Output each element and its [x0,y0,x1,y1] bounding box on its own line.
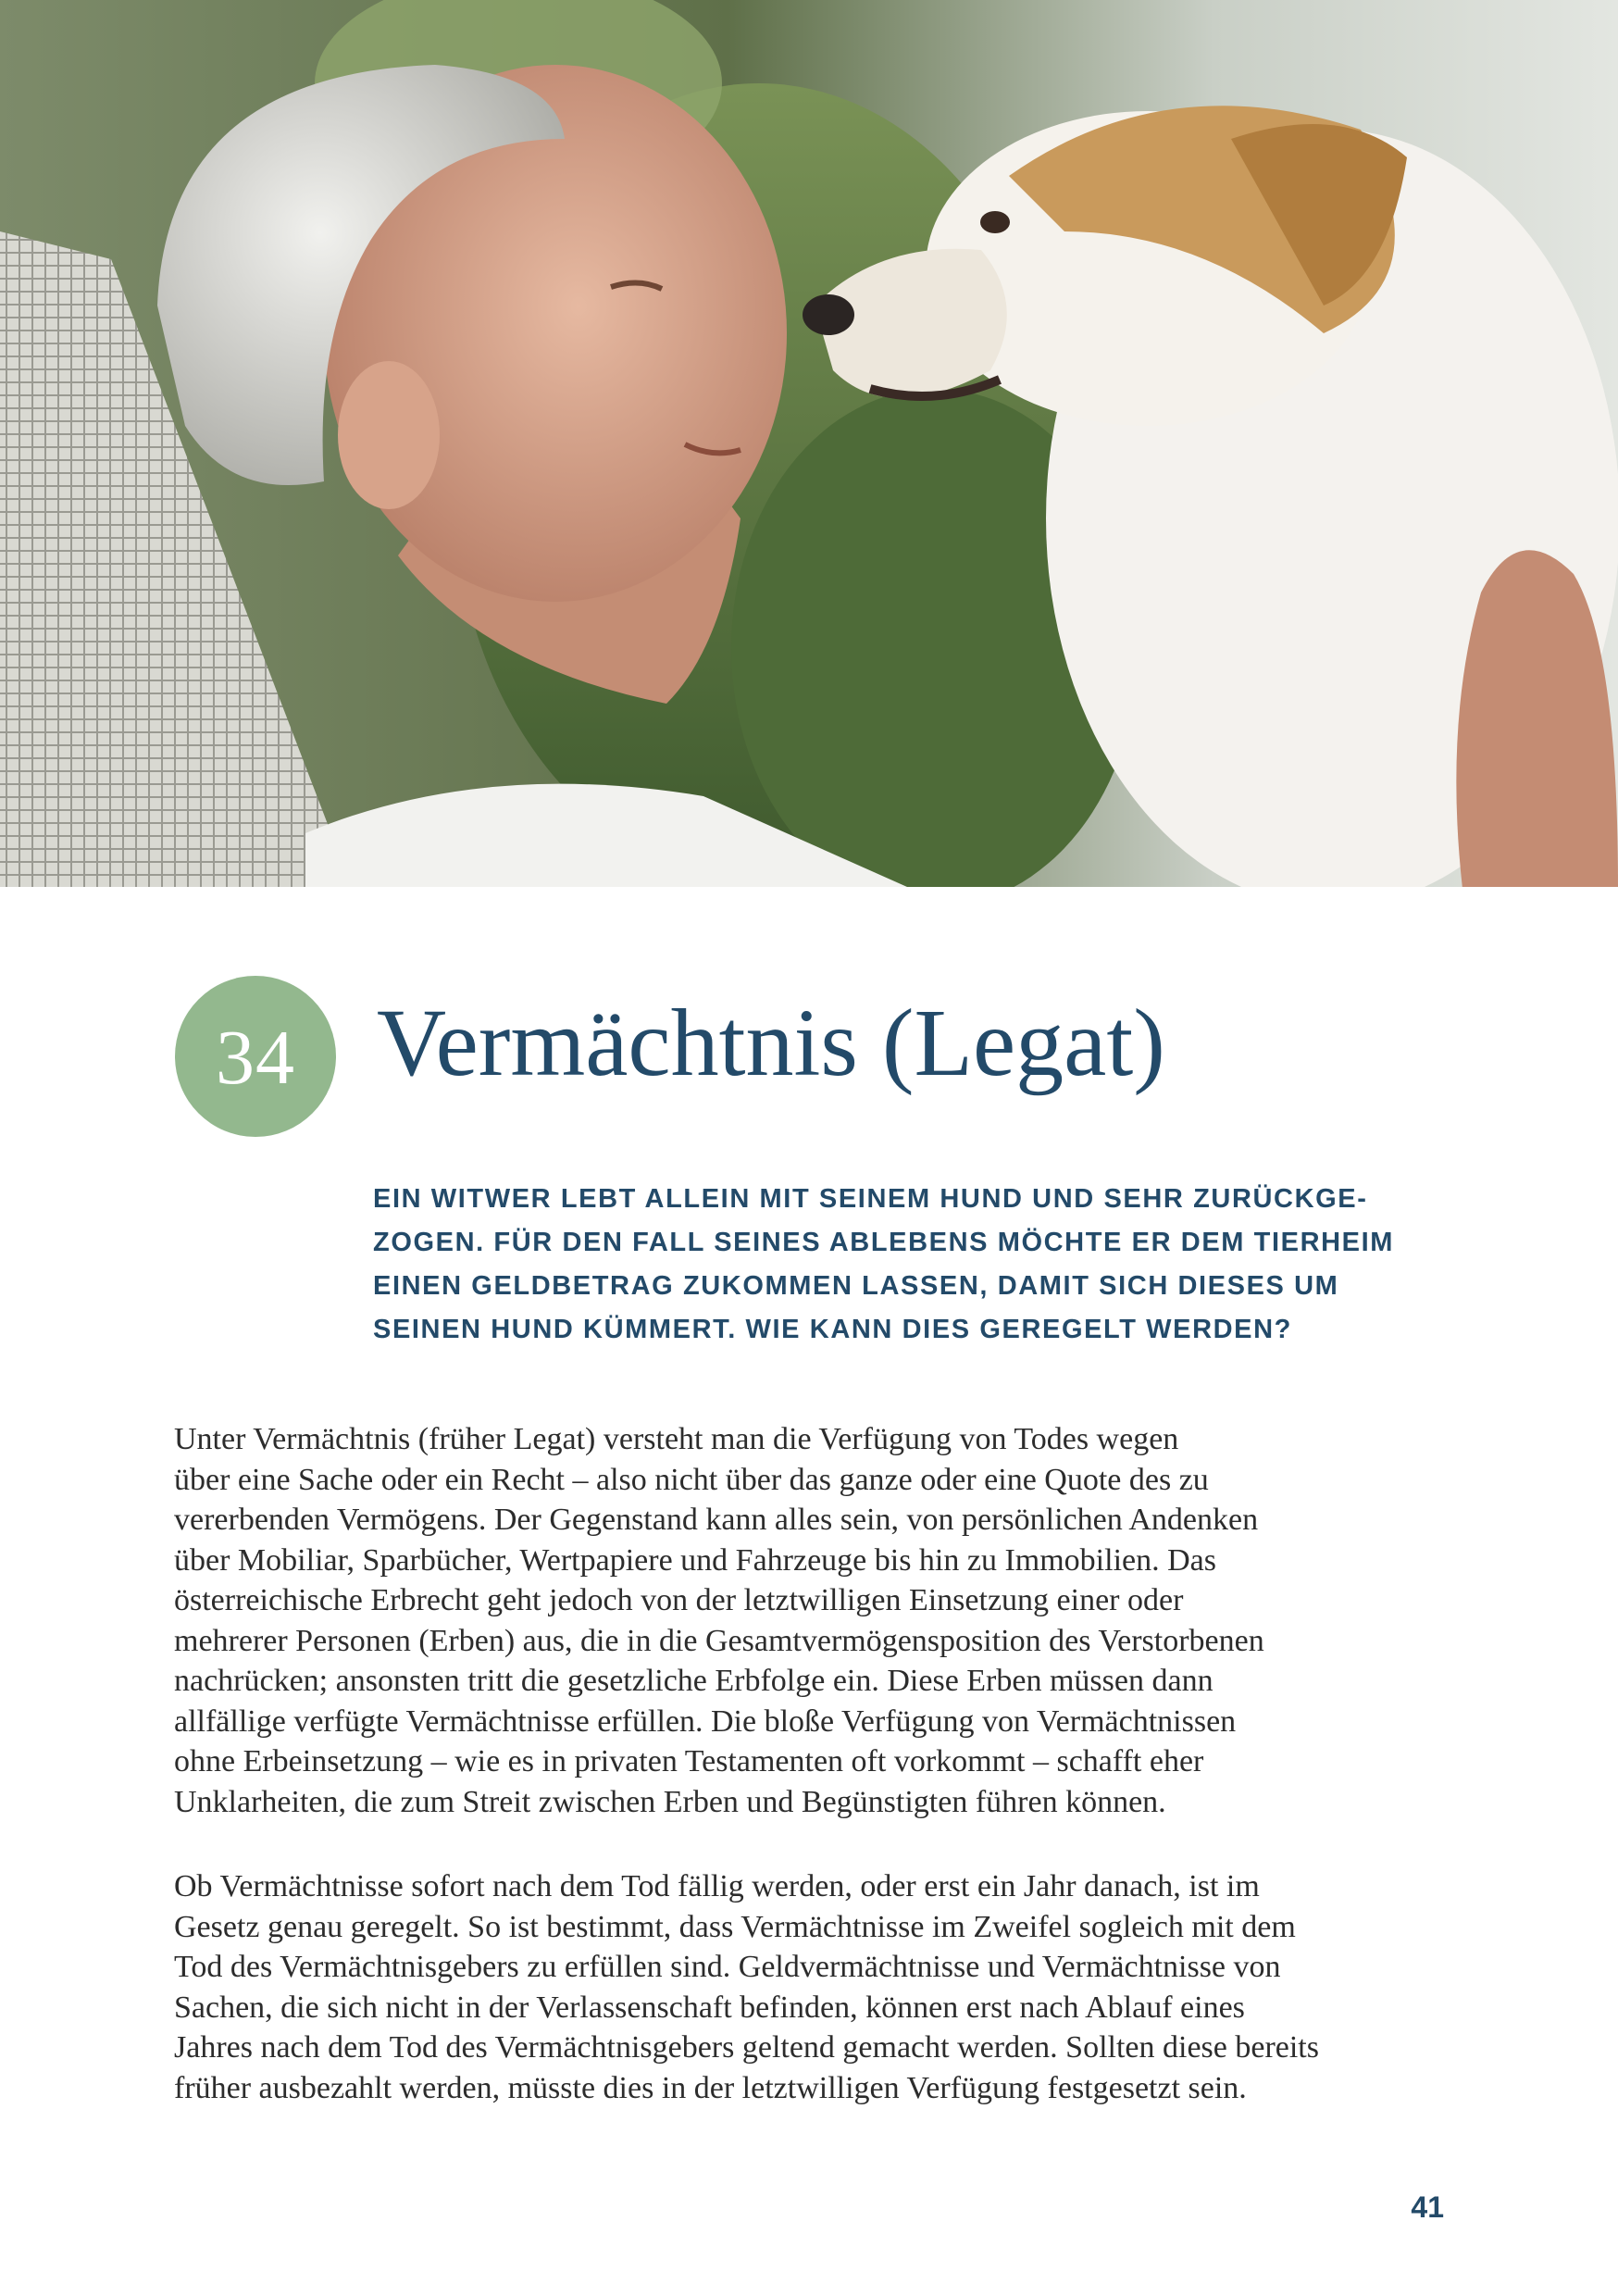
text-line: Tod des Vermächtnisgebers zu erfüllen sind. Geldvermächtnisse und Vermächtnisse von [174,1950,1281,1984]
text-line: Unklarheiten, die zum Streit zwischen Erben und Begünstigten führen können. [174,1784,1166,1819]
lead-line: EINEN GELDBETRAG ZUKOMMEN LASSEN, DAMIT SICH DIESES UM [373,1271,1339,1301]
text-line: über Mobiliar, Sparbücher, Wertpapiere und Fahrzeuge bis hin zu Immobilien. Das [174,1542,1216,1578]
text-line: früher ausbezahlt werden, müsste dies in der letztwilligen Verfügung festgesetzt sein. [174,2070,1247,2105]
text-line: österreichische Erbrecht geht jedoch von der letztwilligen Einsetzung einer oder [174,1583,1184,1617]
paragraph-2 [174,1866,1488,2108]
text-line: nachrücken; ansonsten tritt die gesetzliche Erbfolge ein. Diese Erben müssen dann [174,1664,1214,1698]
lead-line: SEINEN HUND KÜMMERT. WIE KANN DIES GEREGELT WERDEN? [373,1315,1292,1344]
text-line: über eine Sache oder ein Recht – also nicht über das ganze oder eine Quote des zu [174,1462,1209,1497]
text-line: ohne Erbeinsetzung – wie es in privaten Testamenten oft vorkommt – schafft eher [174,1744,1204,1778]
text-line: Gesetz genau geregelt. So ist bestimmt, dass Vermächtnisse im Zweifel sogleich mit dem [174,1909,1296,1944]
header-photo [0,0,1618,887]
page-number: 41 [1411,2190,1444,2224]
lead-question [373,1178,1456,1352]
text-line: mehrerer Personen (Erben) aus, die in die Gesamtvermögensposition des Verstorbenen [174,1623,1264,1658]
chapter-number: 34 [216,1015,295,1101]
text-line: Jahres nach dem Tod des Vermächtnisgebers geltend gemacht werden. Sollten diese bereits [174,2030,1319,2065]
paragraph-1 [174,1419,1488,1822]
chapter-title: Vermächtnis (Legat) [377,990,1165,1096]
man-with-dog-illustration [0,0,1618,887]
lead-line: EIN WITWER LEBT ALLEIN MIT SEINEM HUND UND SEHR ZURÜCKGE- [373,1184,1368,1214]
text-line: Ob Vermächtnisse sofort nach dem Tod fällig werden, oder erst ein Jahr danach, ist im [174,1869,1260,1903]
text-line: allfällige verfügte Vermächtnisse erfüllen. Die bloße Verfügung von Vermächtnissen [174,1703,1237,1739]
text-line: vererbenden Vermögens. Der Gegenstand kann alles sein, von persönlichen Andenken [174,1503,1259,1537]
lead-line: ZOGEN. FÜR DEN FALL SEINES ABLEBENS MÖCHTE ER DEM TIERHEIM [373,1228,1395,1257]
text-line: Sachen, die sich nicht in der Verlassenschaft befinden, können erst nach Ablauf eines [174,1990,1245,2025]
text-line: Unter Vermächtnis (früher Legat) versteht man die Verfügung von Todes wegen [174,1422,1179,1456]
chapter-number-badge [175,976,336,1137]
